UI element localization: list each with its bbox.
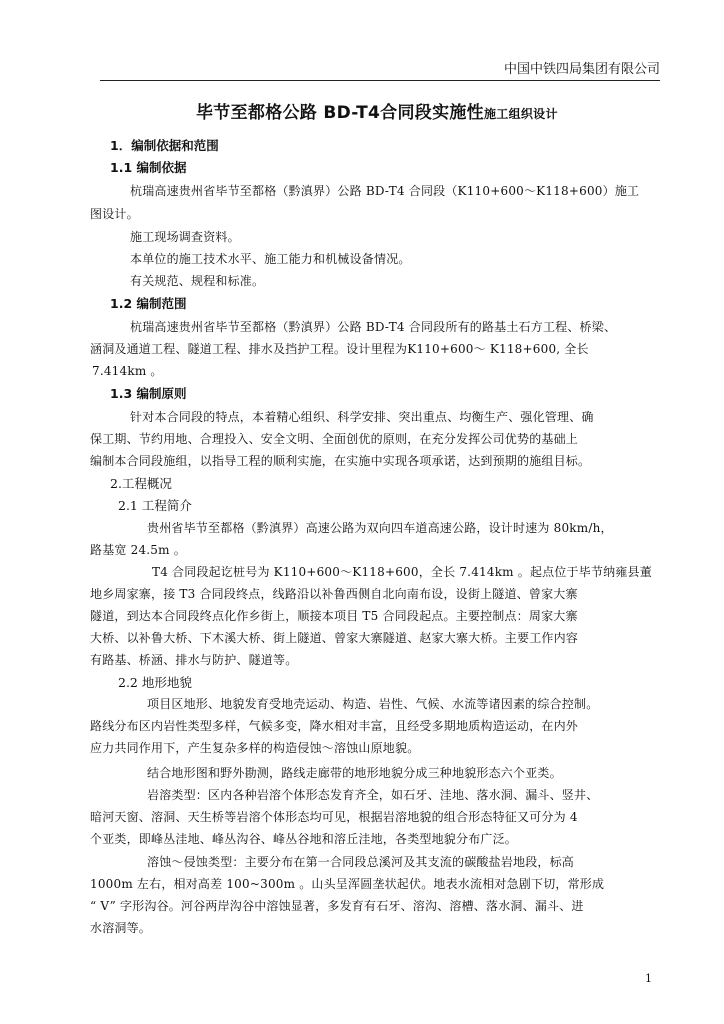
paragraph-line: 结合地形图和野外勘测，路线走廊带的地形地貌分成三种地貌形态六个亚类。 [147,766,562,780]
subsection-heading: 1.3 编制原则 [110,386,187,401]
document-title [196,98,558,123]
paragraph-line: 路线分布区内岩性类型多样，气候多变，降水相对丰富，且经受多期地质构造运动，在内外 [90,719,579,733]
paragraph-line: “ V” 字形沟谷。河谷两岸沟谷中溶蚀显著，多发育有石牙、溶沟、溶槽、落水洞、漏斗、进 [90,899,584,913]
paragraph-line: 有路基、桥涵、排水与防护、隧道等。 [90,653,298,667]
paragraph-line: 贵州省毕节至都格（黔滇界）高速公路为双向四车道高速公路，设计时速为 80km/h， [147,521,613,535]
subsection-heading: 2.1 工程简介 [118,498,192,513]
section-heading: 2.工程概况 [110,476,172,491]
paragraph-line: 路基宽 24.5m 。 [90,543,186,557]
paragraph-line: 个亚类，即峰丛洼地、峰丛沟谷、峰丛谷地和溶丘洼地，各类型地貌分布广泛。 [90,832,518,846]
paragraph-line: 有关规范、规程和标准。 [130,274,265,288]
paragraph-line: 地乡周家寨，接 T3 合同段终点，线路沿以补鲁西侧自北向南布设，设街上隧道、曾家大寨 [90,587,578,601]
paragraph-line: 施工现场调查资料。 [130,230,240,244]
paragraph-line: 针对本合同段的特点，本着精心组织、科学安排、突出重点、均衡生产、强化管理、确 [130,410,594,424]
paragraph-line: 隧道，到达本合同段终点化作乡街上，顺接本项目 T5 合同段起点。主要控制点：周家大寨 [90,609,578,623]
subsection-heading: 1.1 编制依据 [110,160,187,175]
paragraph-line: 大桥、以补鲁大桥、下木溪大桥、街上隧道、曾家大寨隧道、赵家大寨大桥。主要工作内容 [90,631,579,645]
paragraph-line: 保工期、节约用地、合理投入、安全文明、全面创优的原则，在充分发挥公司优势的基础上 [90,432,579,446]
page-number: 1 [645,972,652,985]
section-heading: 1．编制依据和范围 [110,138,219,153]
title-sub: 施工组织设计 [483,107,558,121]
paragraph-line: 岩溶类型：区内各种岩溶个体形态发育齐全，如石牙、洼地、落水洞、漏斗、竖井、 [147,788,599,802]
subsection-heading: 2.2 地形地貌 [118,675,192,690]
paragraph-line: 暗河天窗、溶洞、天生桥等岩溶个体形态均可见，根据岩溶地貌的组合形态特征又可分为 4 [90,810,578,824]
title-main: 毕节至都格公路 BD-T4合同段实施性 [196,103,484,123]
paragraph-line: 应力共同作用下，产生复杂多样的构造侵蚀～溶蚀山原地貌。 [90,741,420,755]
paragraph-line: 项目区地形、地貌发育受地壳运动、构造、岩性、气候、水流等诸因素的综合控制。 [147,697,599,711]
paragraph-line: 杭瑞高速贵州省毕节至都格（黔滇界）公路 BD-T4 合同段所有的路基土石方工程、桥梁、 [130,320,617,334]
subsection-heading: 1.2 编制范围 [110,296,187,311]
paragraph-line: 编制本合同段施组，以指导工程的顺利实施，在实施中实现各项承诺，达到预期的施组目标。 [90,454,591,468]
company-name: 中国中铁四局集团有限公司 [503,62,660,77]
header-divider [100,80,660,81]
paragraph-line: 杭瑞高速贵州省毕节至都格（黔滇界）公路 BD-T4 合同段（K110+600～K118+600）施工 [130,184,640,198]
paragraph-line: 溶蚀～侵蚀类型：主要分布在第一合同段总溪河及其支流的碳酸盐岩地段，标高 [147,855,575,869]
paragraph-line: 本单位的施工技术水平、施工能力和机械设备情况。 [130,252,411,266]
paragraph-line: 1000m 左右，相对高差 100~300m 。山头呈浑圆垄状起伏。地表水流相对急剧下切，常形成 [90,877,605,891]
paragraph-line: 7.414km 。 [92,364,163,378]
paragraph-line: 涵洞及通道工程、隧道工程、排水及挡护工程。设计里程为K110+600～ K118+600, 全长 [90,342,589,356]
paragraph-line: 水溶洞等。 [90,921,152,935]
paragraph-line: 图设计。 [90,207,139,221]
paragraph-line: T4 合同段起讫桩号为 K110+600～K118+600，全长 7.414km 。起点位于毕节纳雍县董 [152,565,652,579]
